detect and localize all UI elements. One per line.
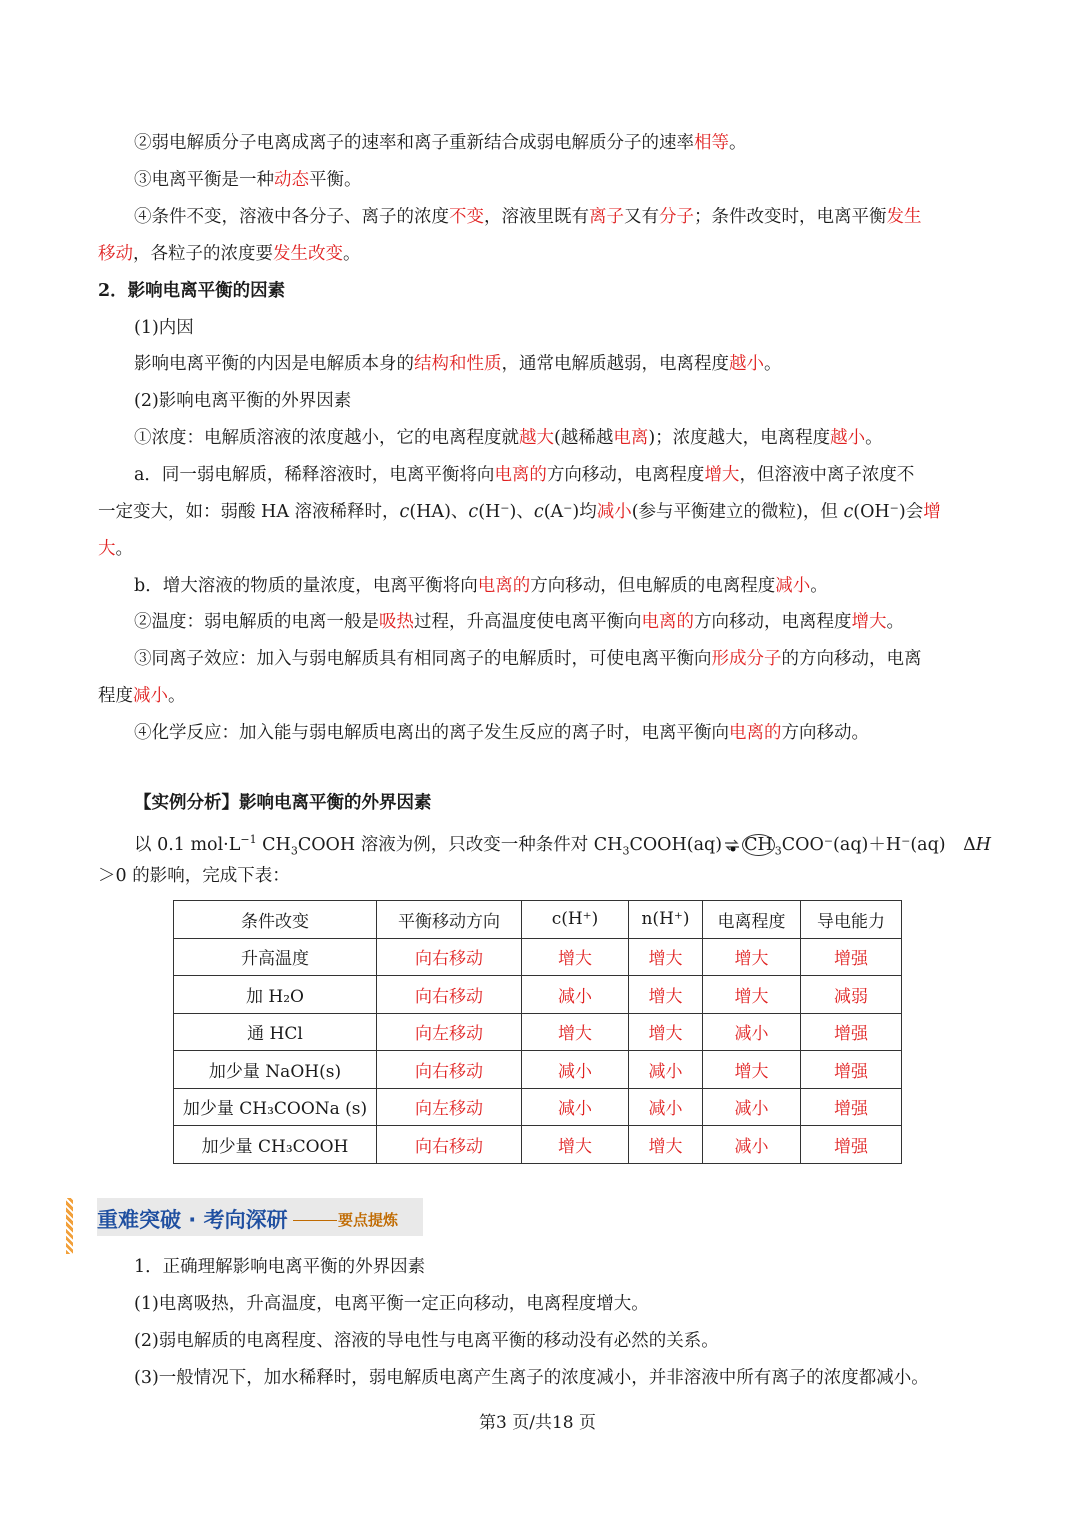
table-cell: 增强 — [801, 1051, 902, 1089]
table-cell: 增大 — [703, 976, 801, 1014]
table-cell: 增强 — [801, 1088, 902, 1126]
text-line: ②弱电解质分子电离成离子的速率和离子重新结合成弱电解质分子的速率相等。 — [134, 133, 747, 153]
text-line: (3)一般情况下，加水稀释时，弱电解质电离产生离子的浓度减小，并非溶液中所有离子的浓度都减小。 — [134, 1368, 929, 1388]
analysis-table — [173, 900, 902, 1164]
equation-line: 以 0.1 $mol\cdot L^{-1}$ $CH_3COOH$ 溶液为例，只改变一种条件对 $CH_3COOH(aq)$ CH $_3$COO⁻(aq)＋H⁻(aq) ΔH — [134, 833, 992, 858]
banner-stripe — [66, 1198, 73, 1254]
equilibrium-arrow-icon — [724, 838, 740, 852]
table-cell: 增大 — [629, 1013, 703, 1051]
text-line: a．同一弱电解质，稀释溶液时，电离平衡将向电离的方向移动，电离程度增大，但溶液中离子浓度不 — [134, 465, 915, 485]
banner-subtitle: 要点提炼 — [338, 1211, 399, 1229]
table-row — [174, 1088, 902, 1126]
text-line: ④条件不变，溶液中各分子、离子的浓度不变，溶液里既有离子又有分子；条件改变时，电离平衡发生 — [134, 207, 922, 227]
table-cell: 增大 — [522, 1013, 629, 1051]
table-row — [174, 1013, 902, 1051]
table-cell: 向左移动 — [377, 1013, 522, 1051]
text-line: 一定变大，如：弱酸 HA 溶液稀释时，c(HA)、c(H⁻)、c(A⁻)均减小(参与平衡建立的微粒)，但 c(OH⁻)会增 — [98, 502, 941, 522]
table-header-cell: 电离程度 — [703, 901, 801, 939]
table-cell: 减小 — [522, 976, 629, 1014]
table-cell: 向右移动 — [377, 1051, 522, 1089]
table-cell: 减小 — [703, 1088, 801, 1126]
table-cell: 减小 — [629, 1051, 703, 1089]
text-line: (2)弱电解质的电离程度、溶液的导电性与电离平衡的移动没有必然的关系。 — [134, 1331, 719, 1351]
table-cell: 增大 — [629, 938, 703, 976]
table-cell: 向右移动 — [377, 1126, 522, 1164]
table-header-cell: n(H⁺) — [629, 901, 703, 939]
table-cell: 减小 — [522, 1051, 629, 1089]
text-line: 移动，各粒子的浓度要发生改变。 — [98, 244, 361, 264]
table-cell: 增大 — [629, 1126, 703, 1164]
table-cell: 减弱 — [801, 976, 902, 1014]
table-header-cell: 条件改变 — [174, 901, 377, 939]
banner-title: 重难突破 · 考向深研 — [97, 1208, 288, 1232]
table-cell: 增大 — [522, 938, 629, 976]
table-header-row — [174, 901, 902, 939]
text-line: ①浓度：电解质溶液的浓度越小，它的电离程度就越大(越稀越电离)；浓度越大，电离程度越小。 — [134, 428, 883, 448]
table-cell: 增强 — [801, 1013, 902, 1051]
banner-dash — [293, 1220, 337, 1221]
text-line: (2)影响电离平衡的外界因素 — [134, 391, 352, 411]
table-cell: 减小 — [522, 1088, 629, 1126]
table-cell: 减小 — [703, 1013, 801, 1051]
table-cell: 增大 — [703, 938, 801, 976]
table-row — [174, 976, 902, 1014]
table-cell: 减小 — [703, 1126, 801, 1164]
table-cell: 向右移动 — [377, 938, 522, 976]
table-row — [174, 938, 902, 976]
text-line: ④化学反应：加入能与弱电解质电离出的离子发生反应的离子时，电离平衡向电离的方向移动。 — [134, 723, 869, 743]
table-cell: 增大 — [703, 1051, 801, 1089]
text-line: (1)内因 — [134, 318, 194, 338]
table-cell-condition: 加 H₂O — [174, 976, 377, 1014]
section-heading: 1．正确理解影响电离平衡的外界因素 — [134, 1257, 426, 1277]
text-line: b．增大溶液的物质的量浓度，电离平衡将向电离的方向移动，但电解质的电离程度减小。 — [134, 576, 828, 596]
text-line: ＞0 的影响，完成下表： — [98, 866, 290, 886]
table-cell: 增强 — [801, 938, 902, 976]
table-row — [174, 1051, 902, 1089]
text-line: ③同离子效应：加入与弱电解质具有相同离子的电解质时，可使电离平衡向形成分子的方向移动，电离 — [134, 649, 922, 669]
table-cell: 减小 — [629, 1088, 703, 1126]
table-cell: 向左移动 — [377, 1088, 522, 1126]
section-heading: 2．影响电离平衡的因素 — [98, 281, 286, 301]
table-cell: 增大 — [522, 1126, 629, 1164]
table-cell-condition: 通 HCl — [174, 1013, 377, 1051]
table-cell-condition: 加少量 CH₃COONa (s) — [174, 1088, 377, 1126]
table-row — [174, 1126, 902, 1164]
table-cell: 增强 — [801, 1126, 902, 1164]
table-cell-condition: 加少量 CH₃COOH — [174, 1126, 377, 1164]
page-footer: 第3 页/共18 页 — [479, 1413, 596, 1433]
table-cell-condition: 加少量 NaOH(s) — [174, 1051, 377, 1089]
text-line: 大。 — [98, 539, 133, 559]
table-header-cell: 导电能力 — [801, 901, 902, 939]
text-line: ②温度：弱电解质的电离一般是吸热过程，升高温度使电离平衡向电离的方向移动，电离程度增大。 — [134, 612, 904, 632]
table-cell: 增大 — [629, 976, 703, 1014]
table-cell-condition: 升高温度 — [174, 938, 377, 976]
table-header-cell: c(H⁺) — [522, 901, 629, 939]
text-line: (1)电离吸热，升高温度，电离平衡一定正向移动，电离程度增大。 — [134, 1294, 649, 1314]
table-header-cell: 平衡移动方向 — [377, 901, 522, 939]
text-line: ③电离平衡是一种动态平衡。 — [134, 170, 362, 190]
text-line: 程度减小。 — [98, 686, 186, 706]
text-line: 影响电离平衡的内因是电解质本身的结构和性质，通常电解质越弱，电离程度越小。 — [134, 354, 782, 374]
table-cell: 向右移动 — [377, 976, 522, 1014]
example-heading: 【实例分析】影响电离平衡的外界因素 — [134, 793, 432, 813]
